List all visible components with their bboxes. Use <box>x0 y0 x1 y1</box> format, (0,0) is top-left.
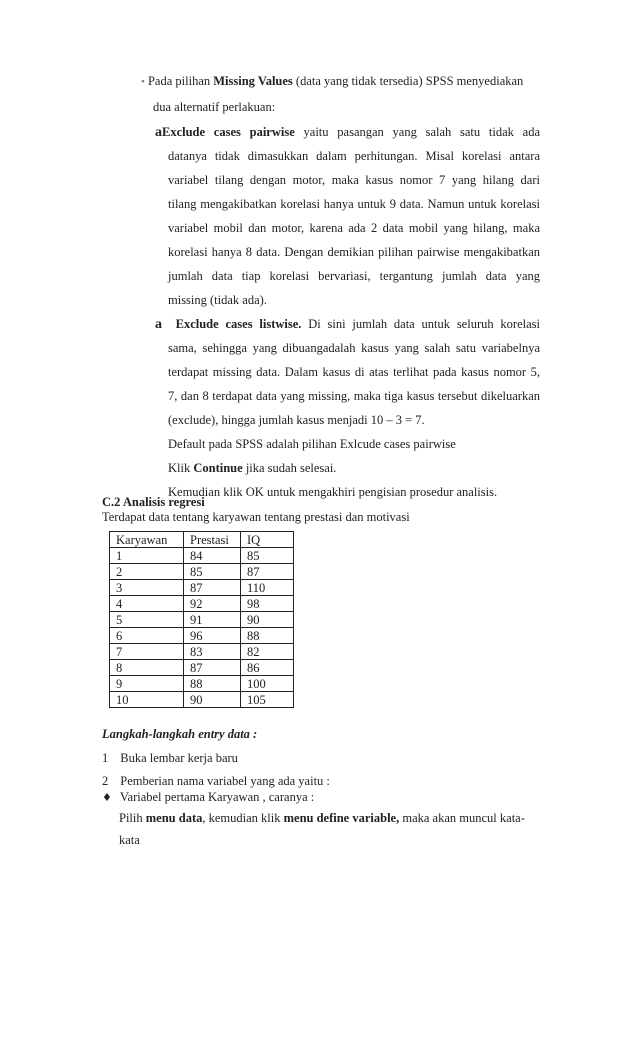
default-note: Default pada SPSS adalah pilihan Exlcude cases pairwise <box>168 437 456 451</box>
bullet-dot-icon: • <box>141 76 145 88</box>
table-cell: 8 <box>110 660 184 676</box>
pairwise-line: korelasi hanya 8 data. Dengan demikian pilihan pairwise mengakibatkan <box>168 245 540 259</box>
listwise-first-rest: Di sini jumlah data untuk seluruh korelasi <box>308 317 540 331</box>
table-row <box>110 564 294 580</box>
table-cell: 105 <box>241 692 294 708</box>
listwise-line: 7, dan 8 terdapat data yang missing, maka tiga kasus tersebut dikeluarkan <box>168 389 540 403</box>
continue-label: Continue <box>193 461 243 475</box>
header-cell: Karyawan <box>110 532 184 548</box>
table-cell: 1 <box>110 548 184 564</box>
bullet-bold: Missing Values <box>213 74 293 88</box>
pairwise-marker: a <box>155 125 162 140</box>
pairwise-line: jumlah data tiap korelasi bervariasi, tergantung jumlah data yang <box>168 269 540 283</box>
pairwise-first-rest: yaitu pasangan yang salah satu tidak ada <box>303 125 540 139</box>
table-row <box>110 548 294 564</box>
table-cell: 91 <box>184 612 241 628</box>
table-row <box>110 596 294 612</box>
table-cell: 85 <box>241 548 294 564</box>
table-row <box>110 628 294 644</box>
pilih-prefix: Pilih <box>119 811 143 825</box>
table-cell: 4 <box>110 596 184 612</box>
pilih-mid: , kemudian klik <box>202 811 281 825</box>
table-cell: 85 <box>184 564 241 580</box>
table-cell: 9 <box>110 676 184 692</box>
listwise-line: sama, sehingga yang dibuangadalah kasus yang salah satu variabelnya <box>168 341 540 355</box>
table-cell: 84 <box>184 548 241 564</box>
step-text: Buka lembar kerja baru <box>120 751 238 765</box>
table-row <box>110 692 294 708</box>
pilih-line-2: kata <box>119 833 140 847</box>
klik-suffix: jika sudah selesai. <box>245 461 337 475</box>
table-cell: 87 <box>184 580 241 596</box>
listwise-line: terdapat missing data. Dalam kasus di atas terlihat pada kasus nomor 5, <box>168 365 540 379</box>
table-row <box>110 580 294 596</box>
table-cell: 6 <box>110 628 184 644</box>
listwise-first-line <box>155 316 540 333</box>
pairwise-line: tilang mengakibatkan korelasi hanya untuk 9 data. Namun untuk korelasi <box>168 197 540 211</box>
diamond-bullet-icon: ♦ <box>102 791 112 804</box>
step-text: Pemberian nama variabel yang ada yaitu : <box>120 774 330 788</box>
pairwise-line: datanya tidak dimasukkan dalam perhitungan. Misal korelasi antara <box>168 149 540 163</box>
listwise-title: Exclude cases listwise. <box>175 317 302 331</box>
table-cell: 96 <box>184 628 241 644</box>
table-row <box>110 612 294 628</box>
table-cell: 87 <box>184 660 241 676</box>
pairwise-line: variabel mobil dan motor, karena ada 2 data mobil yang hilang, maka <box>168 221 540 235</box>
ok-note: Kemudian klik OK untuk mengakhiri pengisian prosedur analisis. <box>168 485 498 499</box>
table-cell: 83 <box>184 644 241 660</box>
pairwise-line: missing (tidak ada). <box>168 293 267 307</box>
data-table <box>109 531 294 708</box>
table-cell: 92 <box>184 596 241 612</box>
bullet-suffix: (data yang tidak tersedia) SPSS menyediakan <box>295 74 524 88</box>
pairwise-line: variabel tilang dengan motor, maka kasus nomor 7 yang hilang dari <box>168 173 540 187</box>
section-intro: Terdapat data tentang karyawan tentang prestasi dan motivasi <box>102 510 410 524</box>
table-cell: 82 <box>241 644 294 660</box>
bullet-line-2: dua alternatif perlakuan: <box>153 100 276 114</box>
table-cell: 100 <box>241 676 294 692</box>
sub-bullet-text: Variabel pertama Karyawan , caranya : <box>119 790 315 804</box>
listwise-marker: a <box>155 317 162 332</box>
section-heading: C.2 Analisis regresi <box>102 495 205 509</box>
pairwise-first-line <box>155 124 540 141</box>
table-cell: 88 <box>241 628 294 644</box>
missing-values-bullet <box>141 73 523 90</box>
step-number: 1 <box>102 751 109 765</box>
pilih-suffix: maka akan muncul kata- <box>402 811 525 825</box>
table-cell: 110 <box>241 580 294 596</box>
table-cell: 7 <box>110 644 184 660</box>
bullet-prefix: Pada pilihan <box>147 74 211 88</box>
klik-continue-note <box>168 460 336 476</box>
table-row <box>110 676 294 692</box>
sub-bullet-line <box>102 789 314 806</box>
table-row <box>110 660 294 676</box>
table-cell: 5 <box>110 612 184 628</box>
menu-data-label: menu data <box>145 811 203 825</box>
pairwise-title: Exclude cases pairwise <box>162 125 295 139</box>
table-header-row <box>110 532 294 548</box>
table-cell: 10 <box>110 692 184 708</box>
table-cell: 90 <box>241 612 294 628</box>
define-variable-label: menu define variable, <box>283 811 400 825</box>
pilih-line <box>119 810 525 826</box>
steps-heading: Langkah-langkah entry data : <box>102 727 258 741</box>
table-cell: 87 <box>241 564 294 580</box>
header-cell: IQ <box>241 532 294 548</box>
table-cell: 2 <box>110 564 184 580</box>
table-cell: 3 <box>110 580 184 596</box>
table-cell: 98 <box>241 596 294 612</box>
step-item <box>102 750 238 766</box>
klik-prefix: Klik <box>168 461 191 475</box>
table-cell: 90 <box>184 692 241 708</box>
listwise-line: (exclude), hingga jumlah kasus menjadi 10 – 3 = 7. <box>168 413 425 427</box>
step-number: 2 <box>102 774 109 788</box>
table-cell: 88 <box>184 676 241 692</box>
step-item <box>102 773 330 789</box>
header-cell: Prestasi <box>184 532 241 548</box>
table-row <box>110 644 294 660</box>
table-cell: 86 <box>241 660 294 676</box>
